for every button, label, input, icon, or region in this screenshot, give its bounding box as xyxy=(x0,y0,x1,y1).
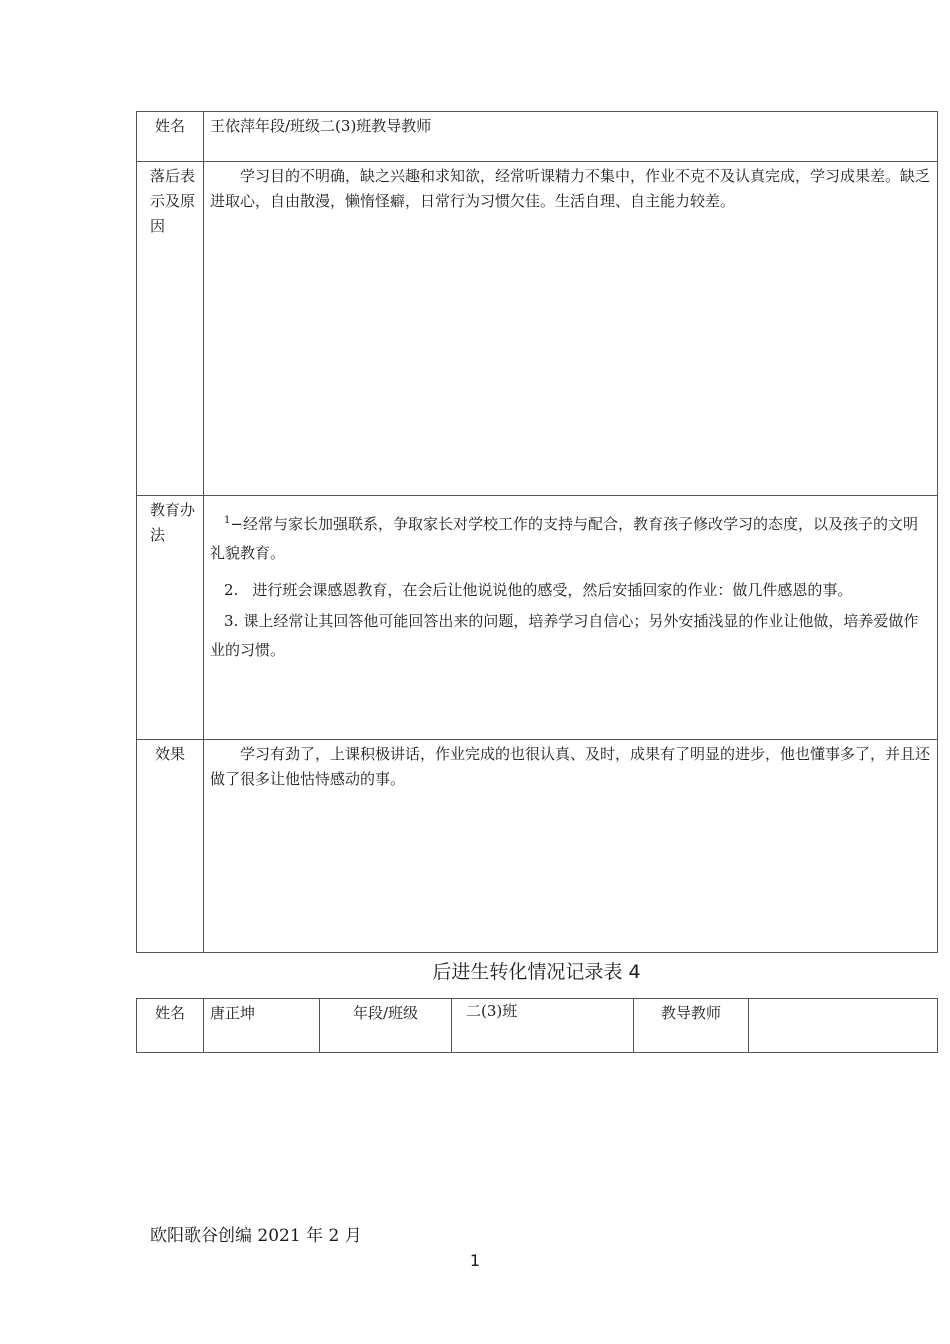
method-text-3: 课上经常让其回答他可能回答出来的问题，培养学习自信心；另外安插浅显的作业让他做，培养爱做作业的习惯。 xyxy=(210,612,919,659)
record-table-2 xyxy=(136,998,938,1053)
reason-label: 落后表示及原因 xyxy=(137,162,204,496)
method-list xyxy=(204,496,938,740)
record-title: 后进生转化情况记录表 4 xyxy=(432,961,641,983)
method-text-2: 进行班会课感恩教育，在会后让他说说他的感受，然后安插回家的作业：做几件感恩的事。 xyxy=(252,581,853,599)
name-label-2: 姓名 xyxy=(137,999,204,1053)
method-label: 教育办法 xyxy=(137,496,204,740)
teacher-label-2: 教导教师 xyxy=(634,999,749,1053)
record-table-1 xyxy=(136,111,938,953)
teacher-value-2 xyxy=(749,999,938,1053)
footer-author: 欧阳歌谷创编 2021 年 2 月 xyxy=(150,1226,362,1246)
reason-text: 学习目的不明确，缺之兴趣和求知欲，经常听课精力不集中，作业不克不及认真完成，学习成果差。缺乏进取心，自由散漫，懒惰怪癖，日常行为习惯欠佳。生活自理、自主能力较差。 xyxy=(210,167,931,210)
method-marker-3: 3. xyxy=(224,612,239,630)
method-item-2 xyxy=(210,576,931,605)
name-value-2: 唐正坤 xyxy=(204,999,320,1053)
effect-label: 效果 xyxy=(137,740,204,953)
name-label: 姓名 xyxy=(137,112,204,162)
method-item-3 xyxy=(210,607,931,665)
method-marker-1: 1 xyxy=(224,515,231,526)
header-text: 王依萍年段/班级二(3)班教导教师 xyxy=(204,112,938,162)
grade-value-2: 二(3)班 xyxy=(452,999,634,1053)
grade-label-2: 年段/班级 xyxy=(320,999,452,1053)
effect-text: 学习有劲了，上课积极讲话，作业完成的也很认真、及时，成果有了明显的进步，他也懂事多了，并且还做了很多让他怙恃感动的事。 xyxy=(210,745,931,788)
page-number: 1 xyxy=(469,1251,481,1270)
method-text-1: −经常与家长加强联系，争取家长对学校工作的支持与配合，教育孩子修改学习的态度，以及孩子的文明礼貌教育。 xyxy=(210,515,918,562)
method-item-1 xyxy=(210,506,931,568)
method-marker-2: 2. xyxy=(224,581,239,599)
